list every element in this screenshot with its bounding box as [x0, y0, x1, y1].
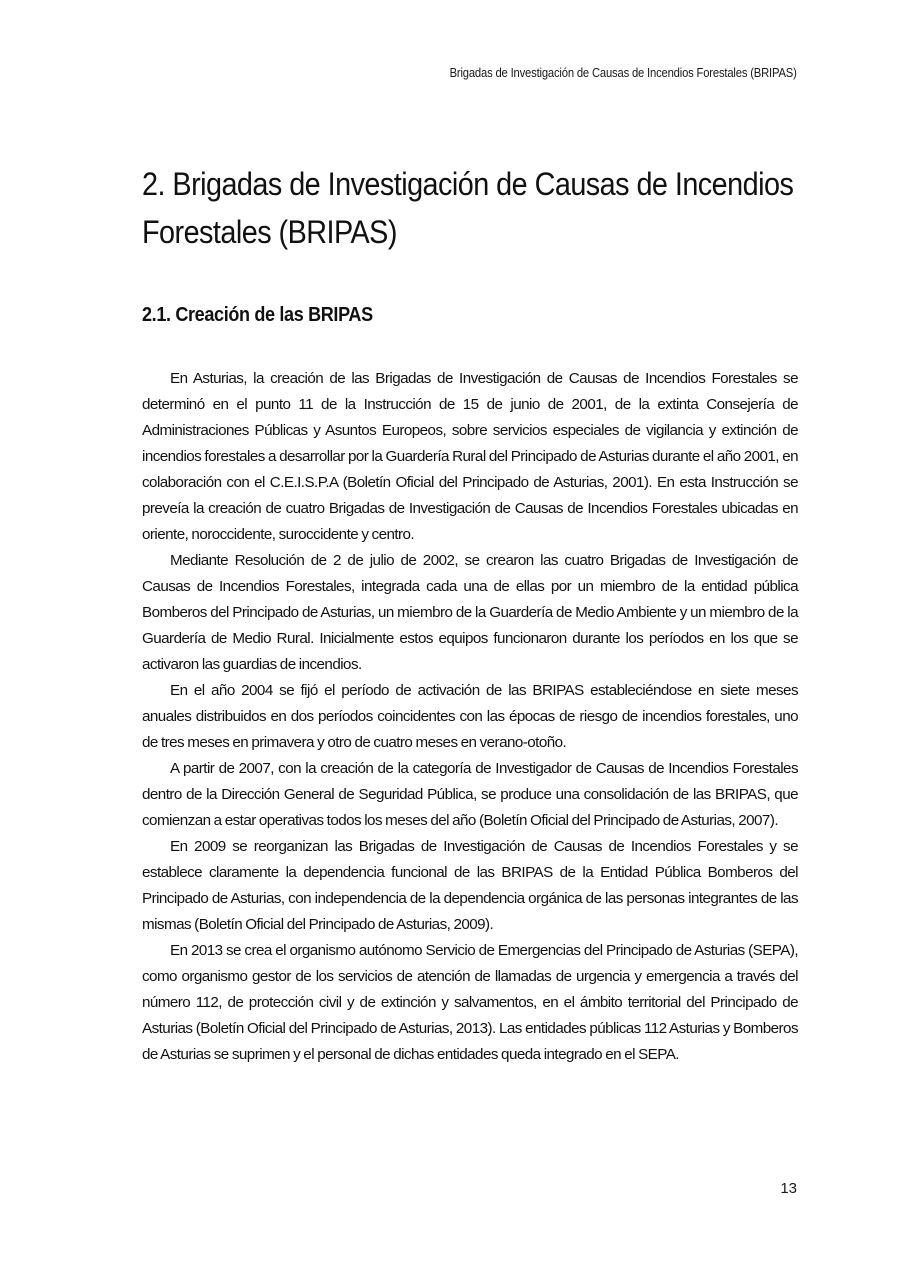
- page-number: 13: [780, 1180, 797, 1197]
- page-content: [142, 160, 798, 1068]
- paragraph: En el año 2004 se fijó el período de activación de las BRIPAS estableciéndose en siete meses anuales distribuidos en dos períodos coincidentes con las épocas de riesgo de incendios forestales, uno de tres meses en primavera y otro de cuatro meses en verano-otoño.: [142, 682, 798, 751]
- paragraph: En 2013 se crea el organismo autónomo Servicio de Emergencias del Principado de Asturias (SEPA), como organismo gestor de los servicios de atención de llamadas de urgencia y emergencia a través del número 112, de protección civil y de extinción y salvamentos, en el ámbito territorial del Principado de Asturias (Boletín Oficial del Principado de Asturias, 2013). Las entidades públicas 112 Asturias y Bomberos de Asturias se suprimen y el personal de dichas entidades queda integrado en el SEPA.: [142, 942, 798, 1063]
- paragraph: En 2009 se reorganizan las Brigadas de Investigación de Causas de Incendios Forestales y se establece claramente la dependencia funcional de las BRIPAS de la Entidad Pública Bomberos del Principado de Asturias, con independencia de la dependencia orgánica de las personas integrantes de las mismas (Boletín Oficial del Principado de Asturias, 2009).: [142, 838, 798, 933]
- chapter-title: 2. Brigadas de Investigación de Causas de Incendios Forestales (BRIPAS): [142, 166, 794, 250]
- section-title: 2.1. Creación de las BRIPAS: [142, 303, 373, 326]
- paragraph: A partir de 2007, con la creación de la categoría de Investigador de Causas de Incendios Forestales dentro de la Dirección General de Seguridad Pública, se produce una consolidación de las BRIPAS, que comienzan a estar operativas todos los meses del año (Boletín Oficial del Principado de Asturias, 2007).: [142, 760, 798, 829]
- paragraph: Mediante Resolución de 2 de julio de 2002, se crearon las cuatro Brigadas de Investigación de Causas de Incendios Forestales, integrada cada una de ellas por un miembro de la entidad pública Bomberos del Principado de Asturias, un miembro de la Guardería de Medio Ambiente y un miembro de la Guardería de Medio Rural. Inicialmente estos equipos funcionaron durante los períodos en los que se activaron las guardias de incendios.: [142, 552, 798, 673]
- running-header: Brigadas de Investigación de Causas de Incendios Forestales (BRIPAS): [449, 66, 797, 80]
- body-text: [142, 366, 798, 1068]
- paragraph: En Asturias, la creación de las Brigadas de Investigación de Causas de Incendios Forestales se determinó en el punto 11 de la Instrucción de 15 de junio de 2001, de la extinta Consejería de Administraciones Públicas y Asuntos Europeos, sobre servicios especiales de vigilancia y extinción de incendios forestales a desarrollar por la Guardería Rural del Principado de Asturias durante el año 2001, en colaboración con el C.E.I.S.P.A (Boletín Oficial del Principado de Asturias, 2001). En esta Instrucción se preveía la creación de cuatro Brigadas de Investigación de Causas de Incendios Forestales ubicadas en oriente, noroccidente, suroccidente y centro.: [142, 370, 798, 543]
